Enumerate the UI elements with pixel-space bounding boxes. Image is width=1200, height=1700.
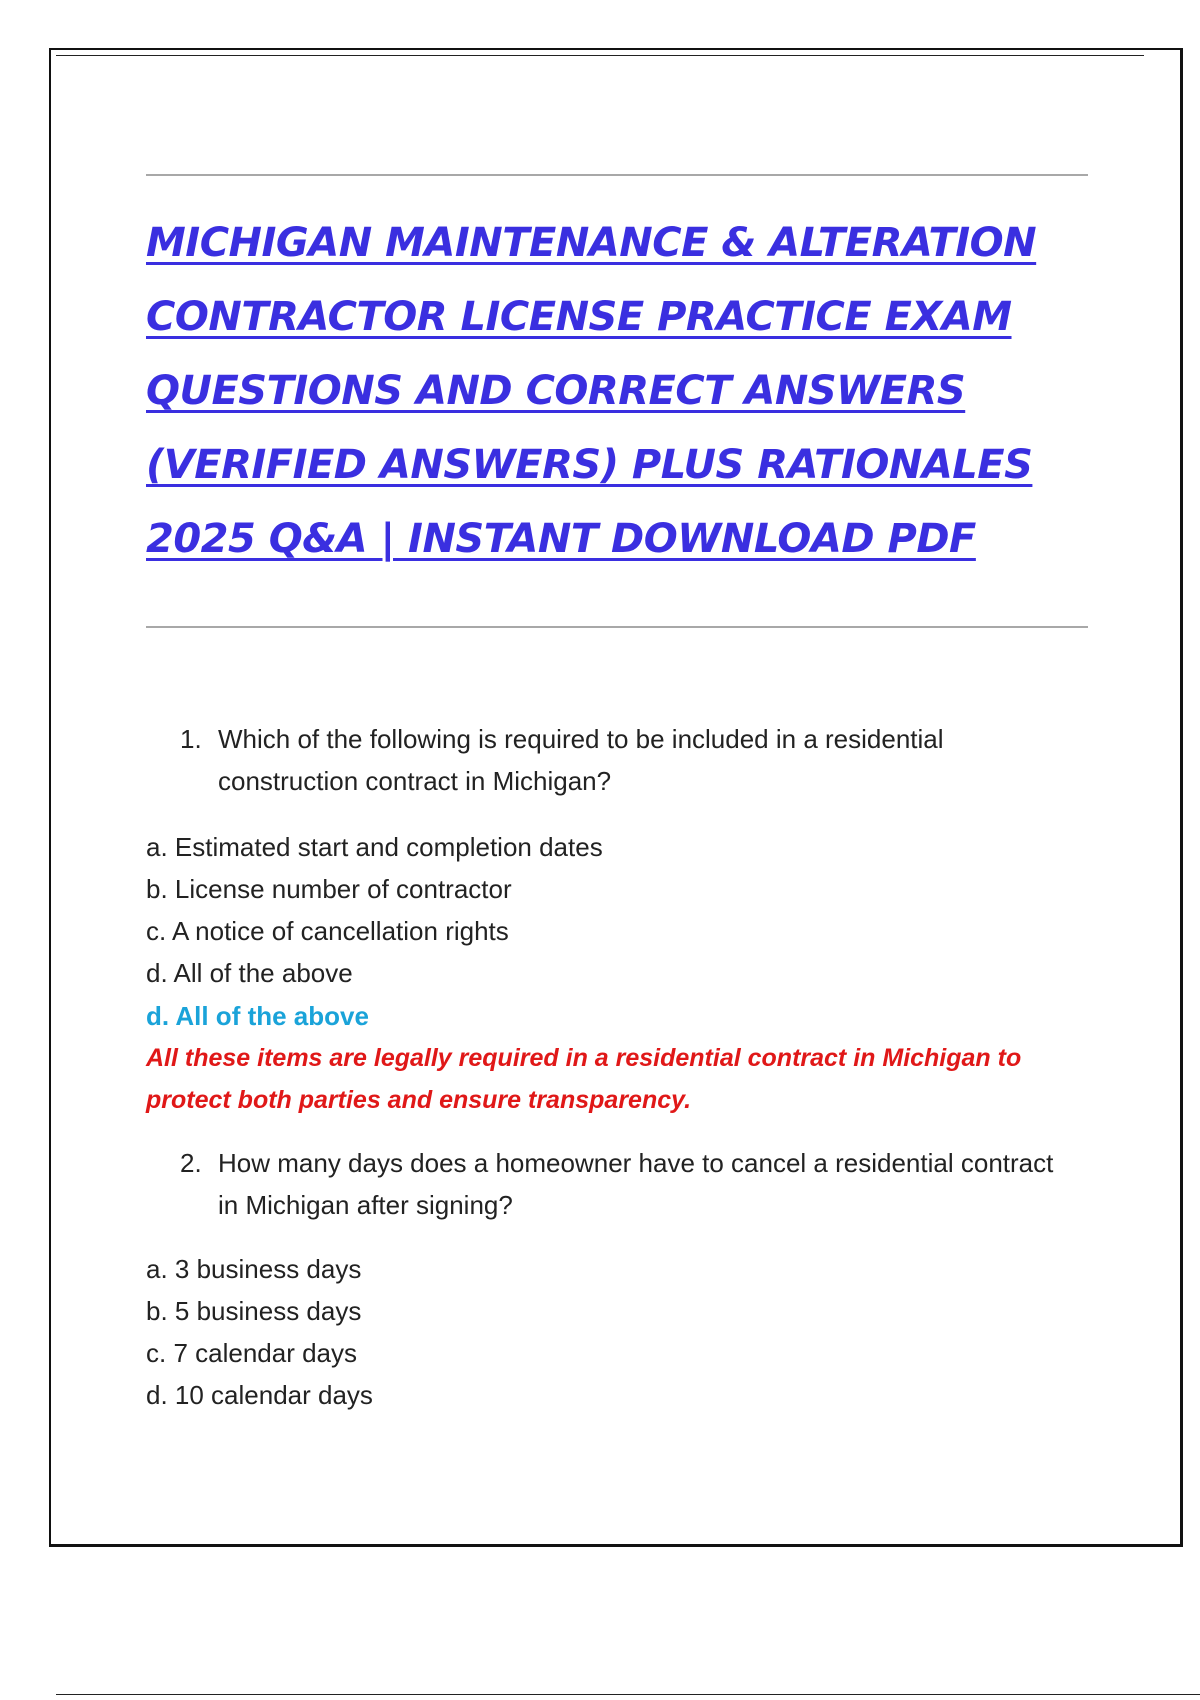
answer-rationale: All these items are legally required in a residential contract in Michigan to protect both parties and ensure transparency. [146, 1044, 1022, 1114]
title-top-divider [146, 174, 1088, 176]
next-page-top-rule [56, 1694, 1200, 1695]
option-b: b. 5 business days [146, 1296, 362, 1326]
option-d: d. 10 calendar days [146, 1380, 373, 1410]
option-d: d. All of the above [146, 958, 353, 988]
option-a: a. 3 business days [146, 1254, 362, 1284]
option-b: b. License number of contractor [146, 874, 512, 904]
option-c: c. A notice of cancellation rights [146, 916, 509, 946]
question-1-options [146, 826, 603, 994]
question-text: Which of the following is required to be included in a residential construction contract in Michigan? [218, 724, 944, 796]
question-number: 2. [180, 1148, 202, 1178]
title-bottom-divider [146, 626, 1088, 628]
option-a: a. Estimated start and completion dates [146, 832, 603, 862]
question-number: 1. [180, 724, 202, 754]
question-2 [180, 1142, 1080, 1226]
question-1 [180, 718, 1080, 802]
title-line: MICHIGAN MAINTENANCE & ALTERATION [146, 220, 1037, 266]
document-title [146, 206, 1086, 576]
correct-answer: d. All of the above [146, 1001, 369, 1031]
frame-top-rule [56, 55, 1144, 56]
title-line: CONTRACTOR LICENSE PRACTICE EXAM [146, 294, 1012, 340]
title-line: (VERIFIED ANSWERS) PLUS RATIONALES [146, 442, 1033, 488]
title-line: 2025 Q&A | INSTANT DOWNLOAD PDF [146, 516, 976, 562]
title-line: QUESTIONS AND CORRECT ANSWERS [146, 368, 966, 414]
question-2-options [146, 1248, 373, 1416]
option-c: c. 7 calendar days [146, 1338, 358, 1368]
question-text: How many days does a homeowner have to cancel a residential contract in Michigan after signing? [218, 1148, 1054, 1220]
